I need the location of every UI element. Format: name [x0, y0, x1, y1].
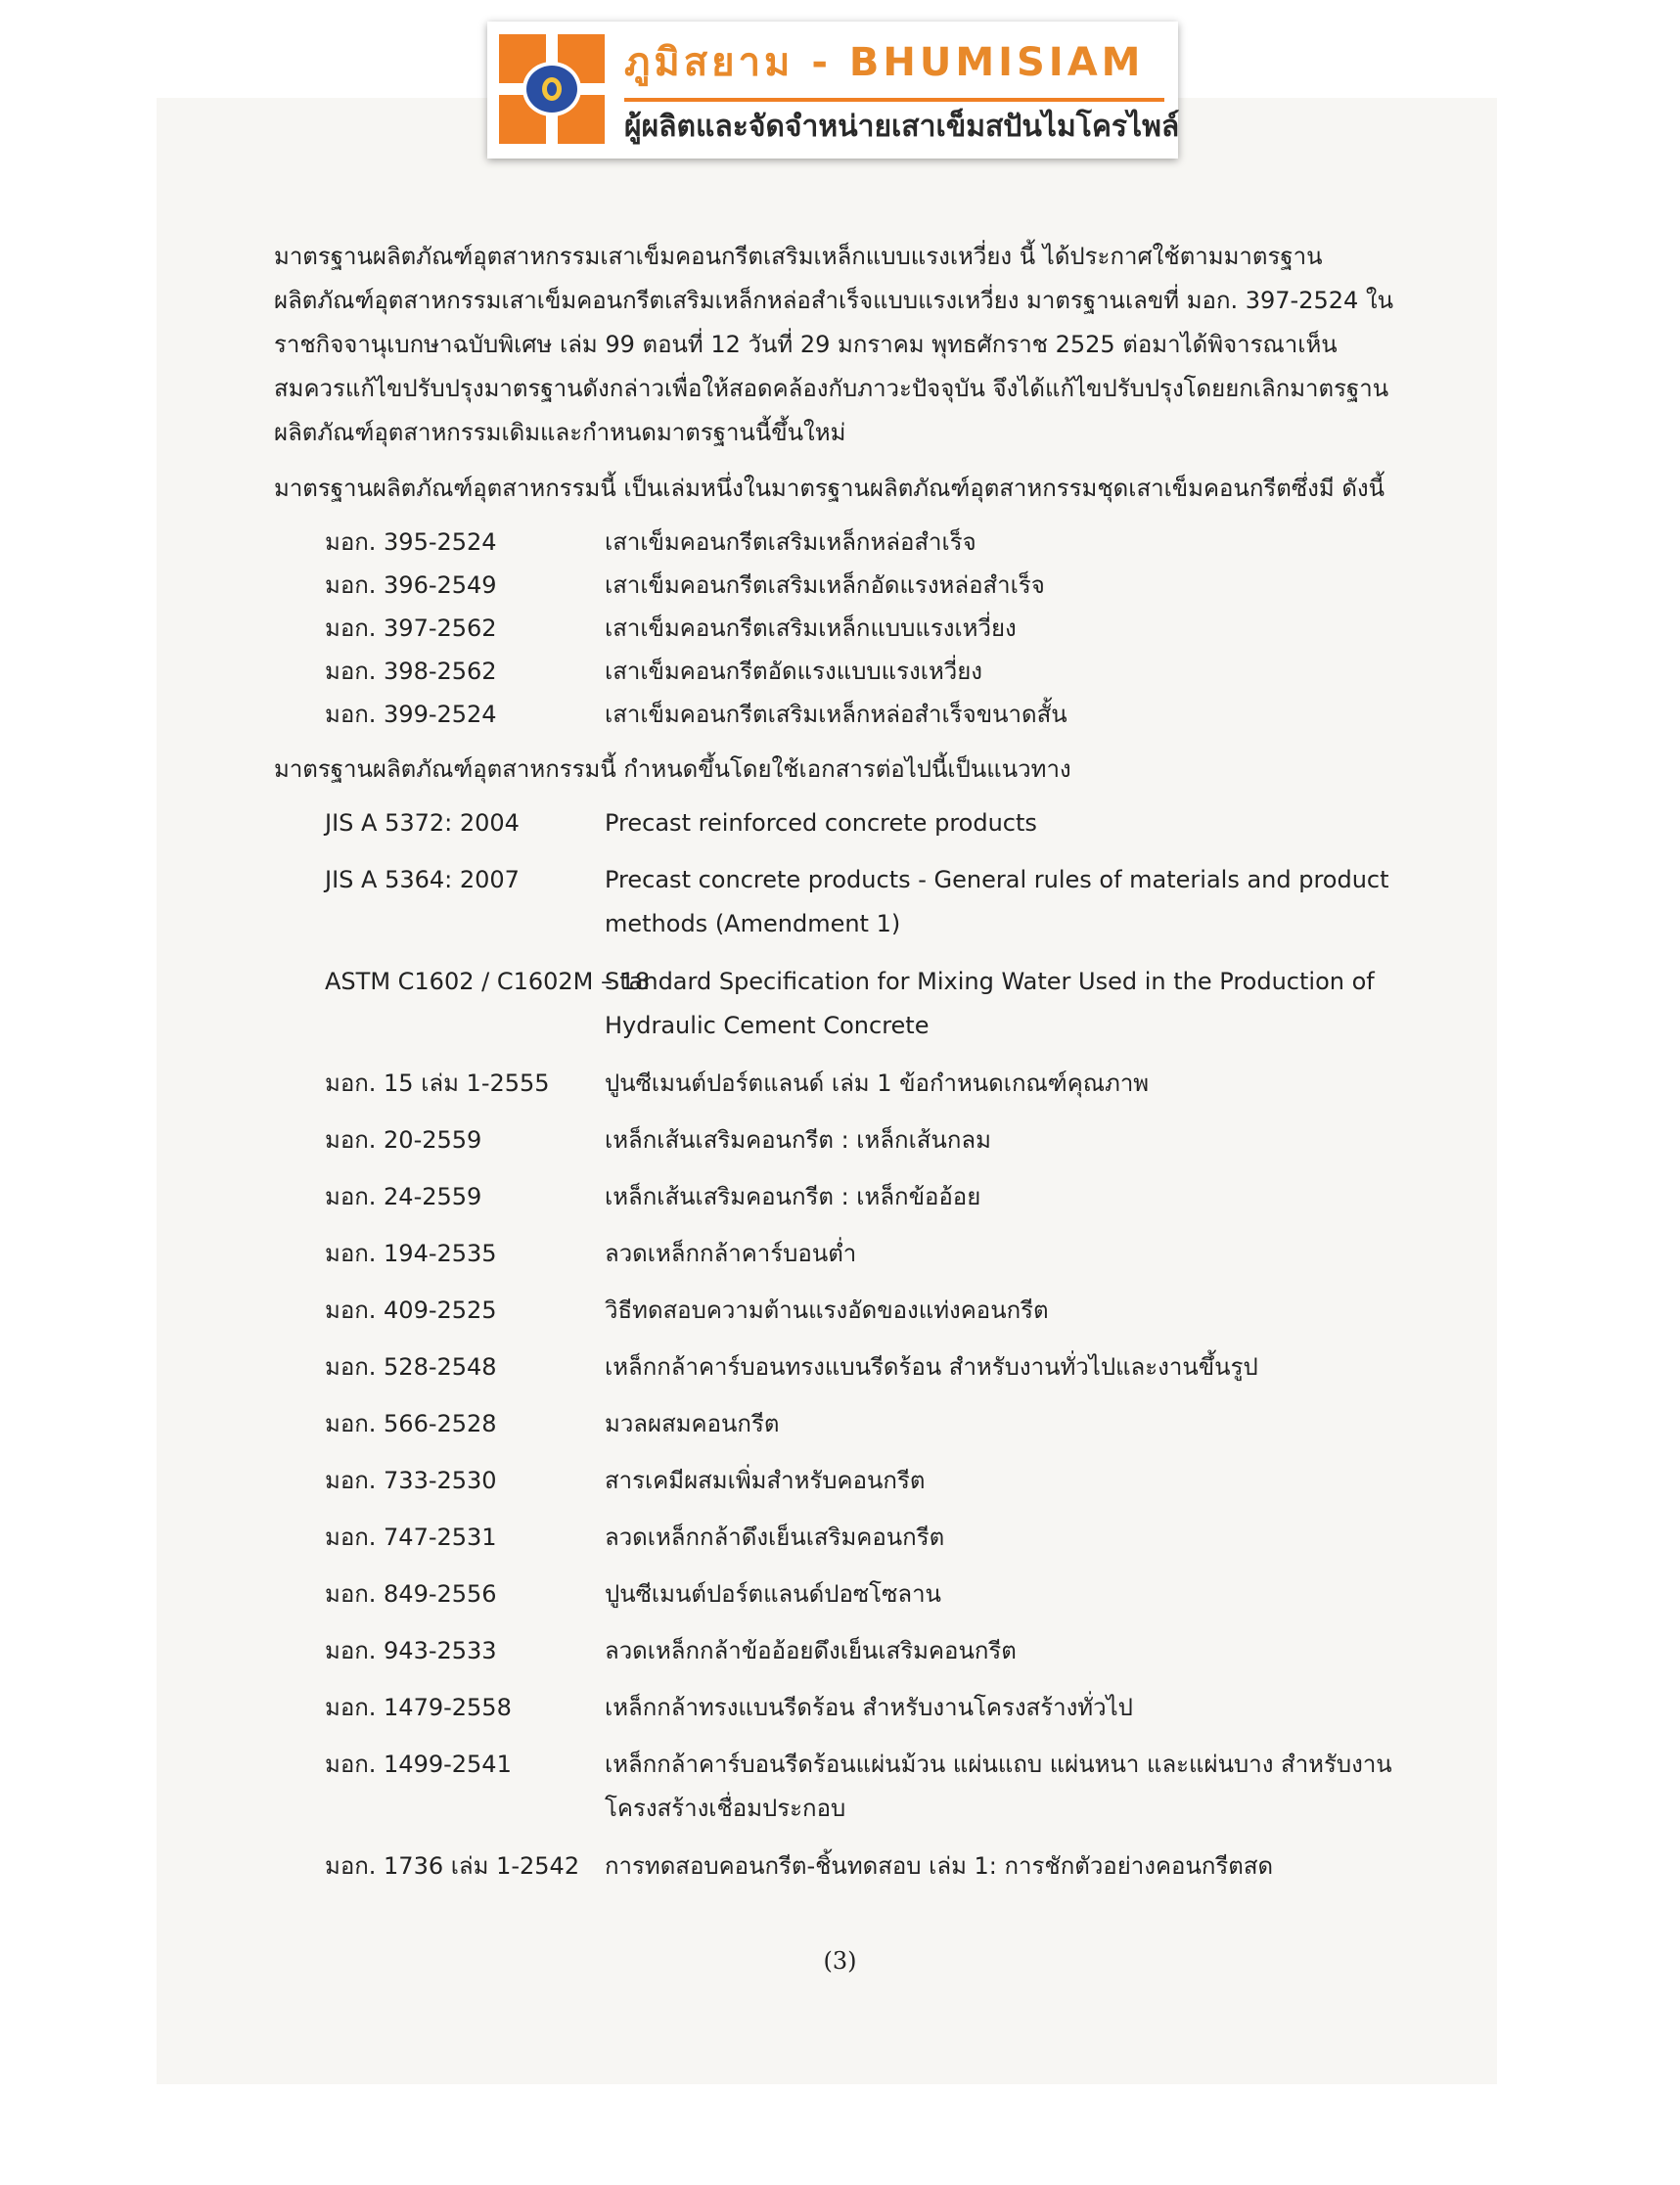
standard-code: มอก. 395-2524	[325, 528, 497, 556]
reference-intro: มาตรฐานผลิตภัณฑ์อุตสาหกรรมนี้ กำหนดขึ้นโดยใช้เอกสารต่อไปนี้เป็นแนวทาง	[274, 755, 1071, 783]
list-item	[274, 693, 1399, 736]
standard-title: เหล็กกล้าทรงแบนรีดร้อน สำหรับงานโครงสร้างทั่วไป	[605, 1694, 1133, 1721]
standard-code: JIS A 5372: 2004	[325, 809, 520, 837]
list-item	[274, 1844, 1399, 1888]
standard-title: Precast reinforced concrete products	[605, 809, 1037, 837]
brand-title: ภูมิสยาม - BHUMISIAM	[624, 40, 1145, 85]
standard-code: มอก. 397-2562	[325, 615, 497, 642]
intro-paragraph: มาตรฐานผลิตภัณฑ์อุตสาหกรรมเสาเข็มคอนกรีตเสริมเหล็กแบบแรงเหวี่ยง นี้ ได้ประกาศใช้ตามมาตรฐานผลิตภัณฑ์อุตสาหกรรมเสาเข็มคอนกรีตเสริมเหล็กหล่อสำเร็จแบบแรงเหวี่ยง มาตรฐานเลขที่ มอก. 397-2524 ในราชกิจจานุเบกษาฉบับพิเศษ เล่ม 99 ตอนที่ 12 วันที่ 29 มกราคม พุทธศักราช 2525 ต่อมาได้พิจารณาเห็นสมควรแก้ไขปรับปรุงมาตรฐานดังกล่าวเพื่อให้สอดคล้องกับภาวะปัจจุบัน จึงได้แก้ไขปรับปรุงโดยยกเลิกมาตรฐานผลิตภัณฑ์อุตสาหกรรมเดิมและกำหนดมาตรฐานนี้ขึ้นใหม่	[274, 243, 1394, 446]
standard-code: มอก. 1479-2558	[325, 1694, 512, 1721]
standard-title: เสาเข็มคอนกรีตอัดแรงแบบแรงเหวี่ยง	[605, 658, 983, 685]
page-number: (3)	[823, 1947, 857, 1975]
standard-title: การทดสอบคอนกรีต-ชิ้นทดสอบ เล่ม 1: การชักตัวอย่างคอนกรีตสด	[605, 1852, 1274, 1880]
standard-code: JIS A 5364: 2007	[325, 866, 520, 893]
list-item	[274, 1289, 1399, 1332]
standard-title: วิธีทดสอบความต้านแรงอัดของแท่งคอนกรีต	[605, 1297, 1049, 1324]
company-banner	[487, 22, 1178, 159]
standard-title: เหล็กกล้าคาร์บอนทรงแบนรีดร้อน สำหรับงานทั่วไปและงานขึ้นรูป	[605, 1353, 1258, 1381]
list-item	[274, 521, 1399, 564]
list-item	[274, 858, 1399, 946]
standard-title: Standard Specification for Mixing Water Used in the Production of Hydraulic Cement Concrete	[605, 968, 1375, 1039]
standard-title: ปูนซีเมนต์ปอร์ตแลนด์ปอซโซลาน	[605, 1580, 941, 1608]
standard-title: ลวดเหล็กกล้าดึงเย็นเสริมคอนกรีต	[605, 1524, 945, 1551]
standard-code: มอก. 20-2559	[325, 1126, 482, 1154]
list-item	[274, 650, 1399, 693]
list-item	[274, 1175, 1399, 1218]
standard-title: ลวดเหล็กกล้าคาร์บอนต่ำ	[605, 1240, 857, 1267]
standard-title: เหล็กกล้าคาร์บอนรีดร้อนแผ่นม้วน แผ่นแถบ แผ่นหนา และแผ่นบาง สำหรับงานโครงสร้างเชื่อมประกอบ	[605, 1751, 1392, 1822]
standard-code: มอก. 566-2528	[325, 1410, 497, 1437]
standard-code: มอก. 194-2535	[325, 1240, 497, 1267]
logo-s-mark-icon	[542, 77, 562, 101]
list-item	[274, 1629, 1399, 1672]
standard-code: มอก. 849-2556	[325, 1580, 497, 1608]
list-item	[274, 801, 1399, 844]
standard-code: มอก. 528-2548	[325, 1353, 497, 1381]
standard-title: มวลผสมคอนกรีต	[605, 1410, 780, 1437]
standard-title: เสาเข็มคอนกรีตเสริมเหล็กอัดแรงหล่อสำเร็จ	[605, 571, 1045, 599]
list-item	[274, 1686, 1399, 1729]
list-item	[274, 1118, 1399, 1161]
standard-title: เสาเข็มคอนกรีตเสริมเหล็กหล่อสำเร็จ	[605, 528, 976, 556]
list-item	[274, 564, 1399, 607]
document-body	[274, 235, 1399, 1901]
list-item	[274, 1402, 1399, 1445]
standard-code: มอก. 396-2549	[325, 571, 497, 599]
standard-code: มอก. 1736 เล่ม 1-2542	[325, 1852, 580, 1880]
standard-title: ปูนซีเมนต์ปอร์ตแลนด์ เล่ม 1 ข้อกำหนดเกณฑ์คุณภาพ	[605, 1070, 1150, 1097]
standard-code: มอก. 399-2524	[325, 701, 497, 728]
standard-code: มอก. 398-2562	[325, 658, 497, 685]
standard-title: เหล็กเส้นเสริมคอนกรีต : เหล็กเส้นกลม	[605, 1126, 991, 1154]
company-logo	[499, 34, 605, 144]
list-item	[274, 1232, 1399, 1275]
standard-title: เหล็กเส้นเสริมคอนกรีต : เหล็กข้ออ้อย	[605, 1183, 981, 1210]
standard-code: มอก. 15 เล่ม 1-2555	[325, 1070, 550, 1097]
standard-title: เสาเข็มคอนกรีตเสริมเหล็กหล่อสำเร็จขนาดสั้น	[605, 701, 1067, 728]
standard-code: มอก. 733-2530	[325, 1467, 497, 1494]
standard-code: มอก. 1499-2541	[325, 1751, 512, 1778]
standard-title: เสาเข็มคอนกรีตเสริมเหล็กแบบแรงเหวี่ยง	[605, 615, 1017, 642]
list-item	[274, 1516, 1399, 1559]
reference-documents-list	[274, 801, 1399, 1888]
list-item	[274, 960, 1399, 1048]
list-item	[274, 1062, 1399, 1105]
series-standards-list	[274, 521, 1399, 736]
list-item	[274, 1459, 1399, 1502]
list-item	[274, 1572, 1399, 1616]
logo-emblem-icon	[522, 62, 581, 116]
standard-code: มอก. 943-2533	[325, 1637, 497, 1664]
standard-code: มอก. 409-2525	[325, 1297, 497, 1324]
standard-title: Precast concrete products - General rules of materials and product methods (Amendment 1)	[605, 866, 1389, 937]
list-item	[274, 607, 1399, 650]
standard-code: มอก. 24-2559	[325, 1183, 482, 1210]
series-intro: มาตรฐานผลิตภัณฑ์อุตสาหกรรมนี้ เป็นเล่มหนึ่งในมาตรฐานผลิตภัณฑ์อุตสาหกรรมชุดเสาเข็มคอนกรีตซึ่งมี ดังนี้	[274, 475, 1385, 502]
list-item	[274, 1743, 1399, 1831]
brand-divider	[624, 98, 1164, 102]
standard-title: ลวดเหล็กกล้าข้ออ้อยดึงเย็นเสริมคอนกรีต	[605, 1637, 1017, 1664]
standard-code: ASTM C1602 / C1602M – 18	[325, 968, 651, 995]
standard-code: มอก. 747-2531	[325, 1524, 497, 1551]
brand-subtitle: ผู้ผลิตและจัดจำหน่ายเสาเข็มสปันไมโครไพล์	[624, 110, 1180, 144]
list-item	[274, 1345, 1399, 1388]
standard-title: สารเคมีผสมเพิ่มสำหรับคอนกรีต	[605, 1467, 926, 1494]
